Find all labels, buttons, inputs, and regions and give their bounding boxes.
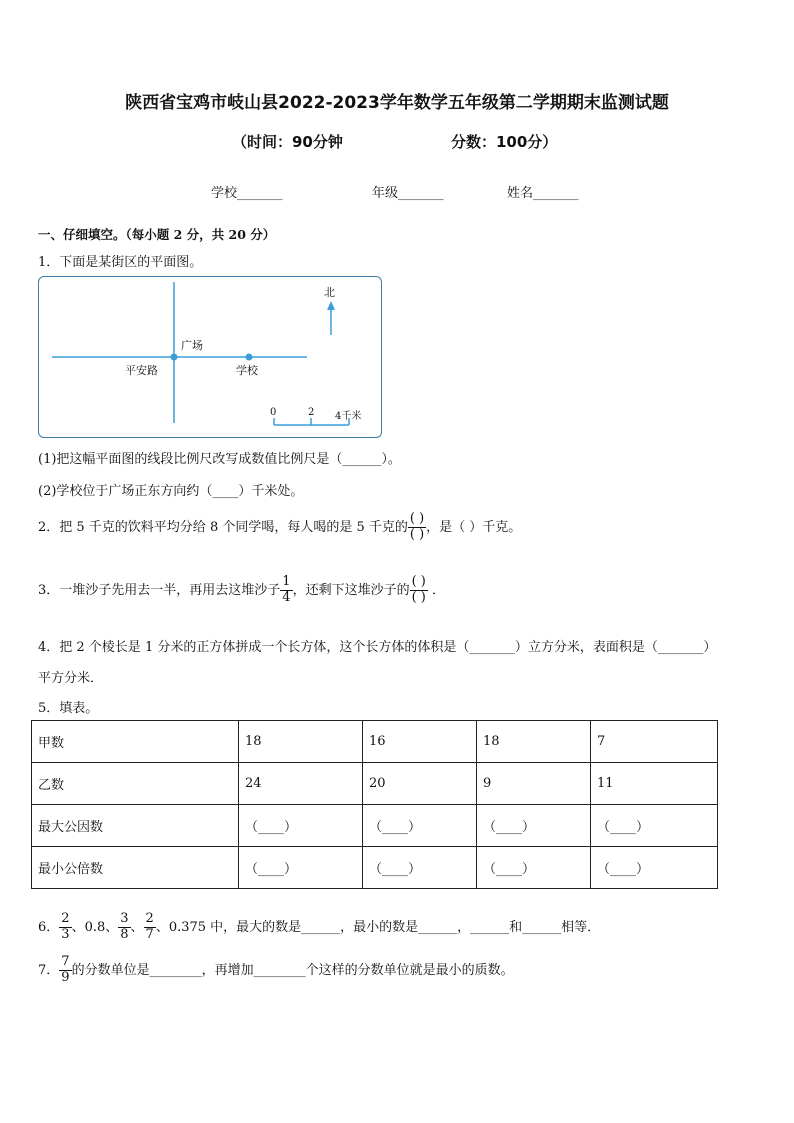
answer-blank[interactable]: （____） bbox=[363, 847, 477, 889]
answer-blank[interactable]: （____） bbox=[239, 805, 363, 847]
school-label: 学校 bbox=[236, 364, 258, 377]
fraction-7-9: $\frac{7}{9}$ bbox=[61, 954, 70, 985]
answer-blank[interactable]: （____） bbox=[591, 805, 718, 847]
table-cell: 18 bbox=[477, 721, 591, 763]
q1-stem: 1．下面是某街区的平面图。 bbox=[38, 255, 203, 270]
answer-blank[interactable]: （____） bbox=[477, 847, 591, 889]
section-heading: 一、仔细填空。（每小题 2 分，共 20 分） bbox=[38, 227, 276, 242]
north-arrow-icon bbox=[327, 301, 335, 310]
question-2: 2．把 5 千克的饮料平均分给 8 个同学喝，每人喝的是 5 千克的 $\frac{( )}{( )}$ ，是（ ）千克。 bbox=[38, 511, 522, 542]
question-3: 3．一堆沙子先用去一半，再用去这堆沙子 $\frac{1}{4}$ ，还剩下这堆沙子的 $\frac{( )}{( )}$ ． bbox=[38, 574, 446, 605]
table-cell: 9 bbox=[477, 763, 591, 805]
road-label: 平安路 bbox=[125, 364, 158, 377]
row-header: 最小公倍数 bbox=[32, 847, 239, 889]
fraction-blank: $\frac{( )}{( )}$ bbox=[409, 511, 425, 542]
fraction-one-quarter: $\frac{1}{4}$ bbox=[282, 574, 291, 605]
scale-label-4km: 4千米 bbox=[335, 411, 362, 422]
row-header: 甲数 bbox=[32, 721, 239, 763]
question-6: 6． $\frac{2}{3}$ 、0.8、 $\frac{3}{8}$ 、 $\frac{2}{7}$ 、0.375 中，最大的数是______，最小的数是______，______和______相等． bbox=[38, 911, 601, 942]
q1-part1: (1)把这幅平面图的线段比例尺改写成数值比例尺是（______）。 bbox=[38, 452, 401, 467]
school-field[interactable]: 学校_______ bbox=[211, 186, 283, 201]
scale-label-0: 0 bbox=[270, 407, 277, 418]
table-row bbox=[32, 805, 718, 847]
scale-label-2: 2 bbox=[308, 407, 315, 418]
plaza-label: 广场 bbox=[181, 339, 203, 352]
gcd-lcm-table bbox=[31, 720, 718, 889]
table-cell: 20 bbox=[363, 763, 477, 805]
table-cell: 16 bbox=[363, 721, 477, 763]
table-cell: 11 bbox=[591, 763, 718, 805]
street-map-drawing bbox=[39, 277, 381, 437]
table-row bbox=[32, 847, 718, 889]
q1-part2: (2)学校位于广场正东方向约（____）千米处。 bbox=[38, 484, 304, 499]
school-point bbox=[246, 354, 253, 361]
exam-score: 分数：100分） bbox=[451, 133, 558, 151]
name-field[interactable]: 姓名_______ bbox=[507, 186, 579, 201]
question-7: 7． $\frac{7}{9}$ 的分数单位是________，再增加________个这样的分数单位就是最小的质数。 bbox=[38, 954, 514, 985]
table-cell: 7 bbox=[591, 721, 718, 763]
table-cell: 24 bbox=[239, 763, 363, 805]
table-row bbox=[32, 721, 718, 763]
table-row bbox=[32, 763, 718, 805]
answer-blank[interactable]: （____） bbox=[239, 847, 363, 889]
street-map bbox=[38, 276, 382, 438]
row-header: 乙数 bbox=[32, 763, 239, 805]
plaza-point bbox=[171, 354, 178, 361]
question-4-line1: 4．把 2 个棱长是 1 分米的正方体拼成一个长方体，这个长方体的体积是（_______）立方分米，表面积是（_______） bbox=[38, 640, 717, 655]
north-label: 北 bbox=[324, 286, 335, 299]
grade-field[interactable]: 年级_______ bbox=[372, 186, 444, 201]
row-header: 最大公因数 bbox=[32, 805, 239, 847]
question-5-stem: 5．填表。 bbox=[38, 701, 99, 716]
fraction-2-7: $\frac{2}{7}$ bbox=[145, 911, 154, 942]
answer-blank[interactable]: （____） bbox=[363, 805, 477, 847]
page-title: 陕西省宝鸡市岐山县2022-2023学年数学五年级第二学期期末监测试题 bbox=[125, 93, 669, 113]
fraction-3-8: $\frac{3}{8}$ bbox=[120, 911, 129, 942]
answer-blank[interactable]: （____） bbox=[591, 847, 718, 889]
exam-time: （时间：90分钟 bbox=[232, 133, 343, 151]
answer-blank[interactable]: （____） bbox=[477, 805, 591, 847]
fraction-2-3: $\frac{2}{3}$ bbox=[61, 911, 70, 942]
question-4-line2: 平方分米． bbox=[38, 671, 104, 686]
table-cell: 18 bbox=[239, 721, 363, 763]
fraction-blank: $\frac{( )}{( )}$ bbox=[411, 574, 426, 605]
